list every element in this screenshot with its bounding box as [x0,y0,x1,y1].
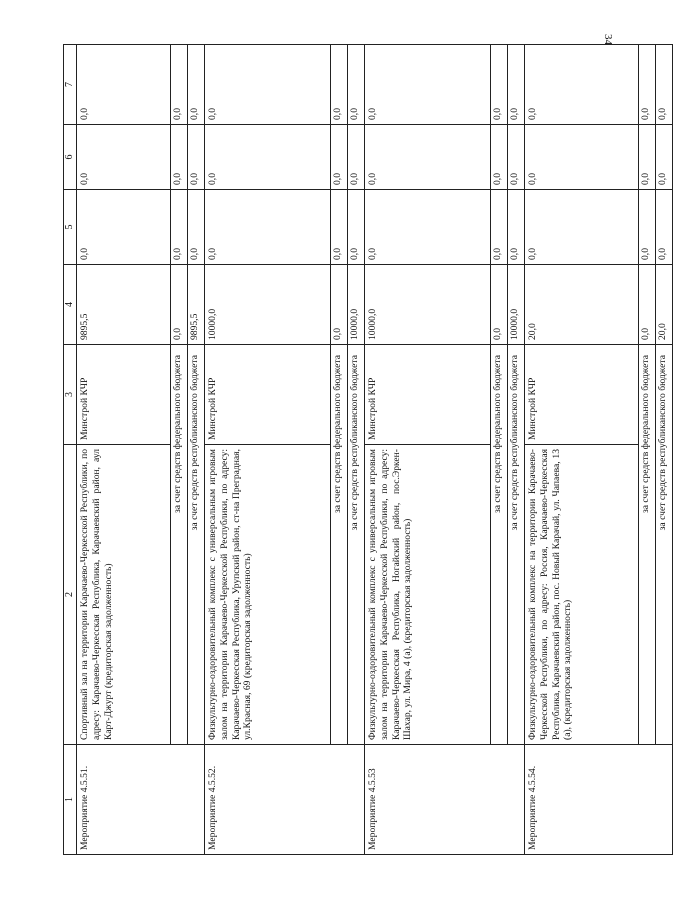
measure-value: 0,0 [525,125,639,190]
measure-description: Физкультурно-оздоровительный комплекс с универсальным игровым залом на территории Карачаево-Черкесской Республики, по адресу: Карачаево-Черкесская Республика, Урупский район, ст-на Преградная, ул.Красная, 69 (кредиторская задолженность) [205,445,331,745]
measure-executor: Минстрой КЧР [205,345,331,445]
federal-budget-value: 0,0 [491,190,508,265]
measure-code: Мероприятие 4.5.51. [77,745,205,855]
federal-budget-value: 0,0 [171,265,188,345]
republic-budget-value: 0,0 [508,190,525,265]
measure-row [525,45,639,855]
federal-budget-value: 0,0 [491,125,508,190]
col-header-4: 4 [64,265,77,345]
measure-value: 0,0 [525,45,639,125]
federal-budget-value: 0,0 [491,45,508,125]
republic-budget-value: 0,0 [508,45,525,125]
col-header-7: 7 [64,45,77,125]
republic-budget-label: за счет средств республиканского бюджета [508,345,525,745]
measure-value: 20,0 [525,265,639,345]
measure-value: 0,0 [205,190,331,265]
federal-budget-value: 0,0 [331,125,348,190]
republic-budget-row [188,45,205,855]
col-header-1: 1 [64,745,77,855]
republic-budget-value: 0,0 [508,125,525,190]
federal-budget-value: 0,0 [331,265,348,345]
measure-value: 0,0 [365,190,491,265]
measure-value: 0,0 [365,45,491,125]
federal-budget-value: 0,0 [331,45,348,125]
republic-budget-value: 0,0 [188,45,205,125]
measure-description: Физкультурно-оздоровительный комплекс на территории Карачаево-Черкесской Республики, по адресу: Россия, Карачаево-Черкесская Республика, Карачаевский район, пос. Новый Карачай, ул. Чапаева, 13 (а), (кредиторская задолженность) [525,445,639,745]
measure-value: 0,0 [205,125,331,190]
republic-budget-value: 0,0 [348,190,365,265]
federal-budget-value: 0,0 [639,45,656,125]
republic-budget-row [348,45,365,855]
republic-budget-label: за счет средств республиканского бюджета [188,345,205,745]
federal-budget-value: 0,0 [171,125,188,190]
federal-budget-label: за счет средств федерального бюджета [491,345,508,745]
measure-executor: Минстрой КЧР [525,345,639,445]
measure-row [77,45,171,855]
page-number: 34 [602,34,614,45]
measure-code: Мероприятие 4.5.52. [205,745,365,855]
budget-table [63,44,673,855]
republic-budget-value: 20,0 [656,265,673,345]
col-header-6: 6 [64,125,77,190]
republic-budget-value: 0,0 [348,45,365,125]
republic-budget-label: за счет средств республиканского бюджета [348,345,365,745]
federal-budget-value: 0,0 [639,190,656,265]
federal-budget-value: 0,0 [639,125,656,190]
federal-budget-label: за счет средств федерального бюджета [331,345,348,745]
measure-executor: Минстрой КЧР [365,345,491,445]
federal-budget-row [491,45,508,855]
measure-description: Физкультурно-оздоровительный комплекс с универсальным игровым залом на территории Карачаево-Черкесской Республики, по адресу: Карачаево-Черкесская Республика, Ногайский район, пос.Эркен-Шахар, ул. Мира, 4 (а), (кредиторская задолженность) [365,445,491,745]
federal-budget-value: 0,0 [171,45,188,125]
republic-budget-value: 9895,5 [188,265,205,345]
republic-budget-value: 10000,0 [348,265,365,345]
header-row [64,45,77,855]
republic-budget-row [508,45,525,855]
measure-row [365,45,491,855]
measure-value: 0,0 [77,190,171,265]
measure-value: 10000,0 [205,265,331,345]
col-header-5: 5 [64,190,77,265]
measure-value: 10000,0 [365,265,491,345]
federal-budget-row [171,45,188,855]
measure-value: 0,0 [77,45,171,125]
federal-budget-row [331,45,348,855]
measure-value: 0,0 [77,125,171,190]
republic-budget-value: 0,0 [656,125,673,190]
col-header-2: 2 [64,445,77,745]
federal-budget-row [639,45,656,855]
republic-budget-value: 0,0 [188,125,205,190]
measure-description: Спортивный зал на территории Карачаево-Черкесской Республики, по адресу: Карачаево-Черкесская Республика, Карачаевский район, аул Карт-Джурт (кредиторская задолженность) [77,445,171,745]
republic-budget-value: 0,0 [656,45,673,125]
republic-budget-value: 0,0 [348,125,365,190]
rotated-table-container [63,45,669,855]
measure-executor: Минстрой КЧР [77,345,171,445]
republic-budget-value: 10000,0 [508,265,525,345]
federal-budget-value: 0,0 [331,190,348,265]
republic-budget-value: 0,0 [188,190,205,265]
republic-budget-value: 0,0 [656,190,673,265]
measure-code: Мероприятие 4.5.54. [525,745,673,855]
federal-budget-label: за счет средств федерального бюджета [639,345,656,745]
federal-budget-value: 0,0 [171,190,188,265]
measure-value: 0,0 [205,45,331,125]
col-header-3: 3 [64,345,77,445]
measure-code: Мероприятие 4.5.53 [365,745,525,855]
measure-value: 0,0 [365,125,491,190]
measure-value: 0,0 [525,190,639,265]
federal-budget-value: 0,0 [491,265,508,345]
measure-value: 9895,5 [77,265,171,345]
federal-budget-label: за счет средств федерального бюджета [171,345,188,745]
measure-row [205,45,331,855]
federal-budget-value: 0,0 [639,265,656,345]
republic-budget-label: за счет средств республиканского бюджета [656,345,673,745]
republic-budget-row [656,45,673,855]
